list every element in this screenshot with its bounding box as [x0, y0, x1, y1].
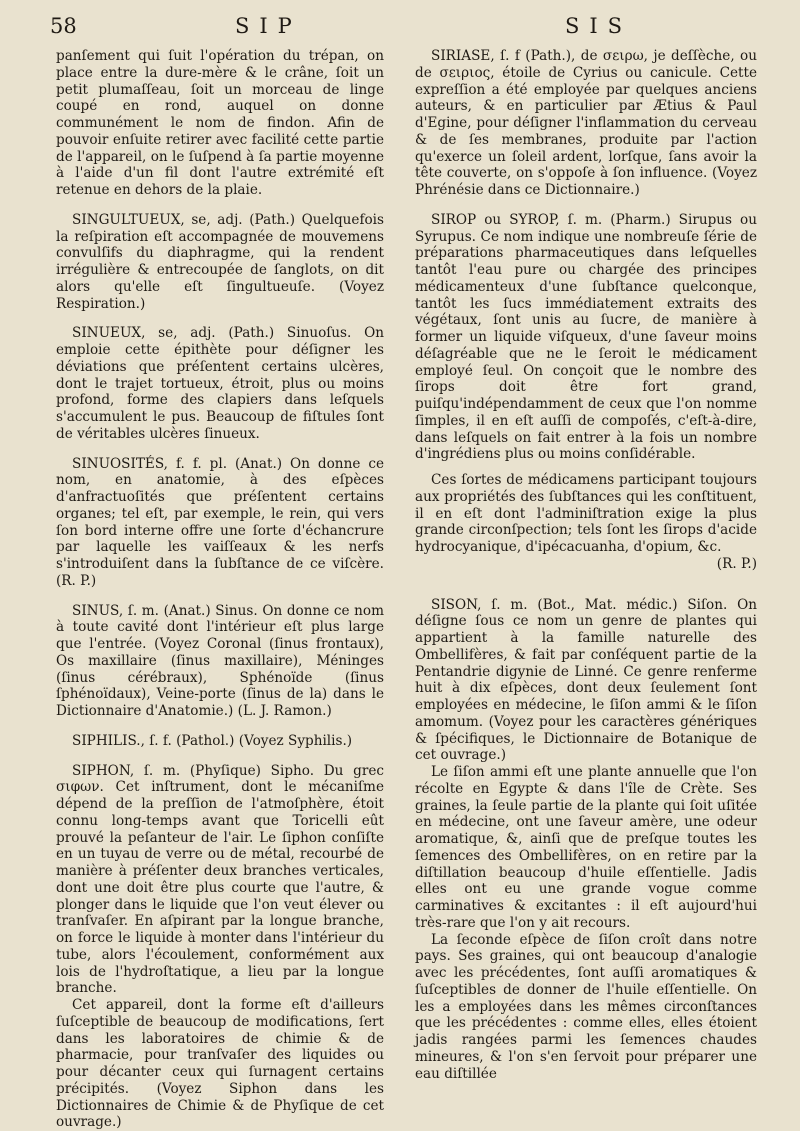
- page-header: [50, 14, 758, 42]
- entry-sison-paragraph-2: Le ſiſon ammi eſt une plante annuelle que l'on récolte en Egypte & dans l'île de Crète. Ses graines, la ſeule partie de la plante qui ſoit uſitée en médecine, ont une ſaveur amère, une odeur aromatique, &, ainſi que de preſque toutes les ſemences des Ombellifères, on en retire par la diſtillation beaucoup d'huile eſſentielle. Jadis elles ont eu une grande vogue comme carminatives & excitantes : il eſt aujourd'hui très-rare que l'on y ait recours.: [415, 764, 757, 931]
- entry-siphilis: SIPHILIS., ſ. f. (Pathol.) (Voyez Syphilis.): [72, 732, 353, 749]
- entry-siriase: SIRIASE, ſ. f (Path.), de σειρω, je deſſèche, ou de σειριος, étoile de Cyrius ou canicule. Cette expreſſion a été employée par quelques anciens auteurs, & en particulier par Ætius & Paul d'Egine, pour déſigner l'inflammation du cerveau & de ſes membranes, produite par l'action qu'exerce un ſoleil ardent, lorſque, ſans avoir la tête couverte, on s'oppoſe à ſon influence. (Voyez Phrénésie dans ce Dictionnaire.): [415, 48, 757, 198]
- entry-continuation: panſement qui ſuit l'opération du trépan, on place entre la dure-mère & le crâne, ſoit un petit plumaſſeau, ſoit un morceau de linge coupé en rond, auquel on donne communément le nom de findon. Afin de pouvoir enſuite retirer avec facilité cette partie de l'appareil, on le ſuſpend à ſa partie moyenne à l'aide d'un fil dont l'autre extrémité eſt retenue en dehors de la plaie.: [56, 48, 384, 198]
- running-head-right: SIS: [565, 14, 633, 38]
- entry-sison-paragraph-3: La ſeconde eſpèce de ſiſon croît dans notre pays. Ses graines, qui ont beaucoup d'analogie avec les précédentes, ſont auſſi aromatiques & ſuſceptibles de donner de l'huile eſſentielle. On les a employées dans les mêmes circonſtances que les précédentes : comme elles, elles étoient jadis rangées parmi les ſemences chaudes mineures, & l'on s'en ſervoit pour préparer une eau diſtillée: [415, 931, 757, 1082]
- entry-singultueux: SINGULTUEUX, se, adj. (Path.) Quelquefois la reſpiration eſt accompagnée de mouvemens convulſifs du diaphragme, qui la rendent irrégulière & entrecoupée de ſanglots, on dit alors qu'elle eſt ſingultueuſe. (Voyez Respiration.): [56, 211, 384, 312]
- page-number: 58: [50, 14, 77, 38]
- left-column: [56, 48, 384, 1131]
- entry-sison: SISON, ſ. m. (Bot., Mat. médic.) Siſon. On déſigne ſous ce nom un genre de plantes qui appartient à la famille naturelle des Ombellifères, & fait par conſéquent partie de la Pentandrie digynie de Linné. Ce genre renferme huit à dix eſpèces, dont deux ſeulement ſont employées en médecine, le ſiſon ammi & le ſiſon amomum. (Voyez pour les caractères génériques & ſpécifiques, le Dictionnaire de Botanique de cet ouvrage.): [415, 596, 757, 764]
- entry-sinus: SINUS, ſ. m. (Anat.) Sinus. On donne ce nom à toute cavité dont l'intérieur eſt plus large que l'entrée. (Voyez Coronal (ſinus frontaux), Os maxillaire (ſinus maxillaire), Méninges (ſinus cérébraux), Sphénoïde (ſinus ſphénoïdaux), Veine-porte (ſinus de la) dans le Dictionnaire d'Anatomie.) (L. J. Ramon.): [56, 602, 384, 719]
- entry-sirop: SIROP ou SYROP, ſ. m. (Pharm.) Sirupus ou Syrupus. Ce nom indique une nombreuſe ſérie de préparations pharmaceutiques dans leſquelles tantôt l'eau pure ou chargée des principes médicamenteux d'une ſubſtance quelconque, tantôt les ſucs immédiatement extraits des végétaux, ſont unis au ſucre, de manière à former un liquide viſqueux, d'une ſaveur moins déſagréable que ne le ſeroit le médicament employé ſeul. On conçoit que le nombre des ſirops doit être fort grand, puiſqu'indépendamment de ceux que l'on nomme ſimples, il en eſt auſſi de compoſés, c'eſt-à-dire, dans leſquels on fait entrer à la fois un nombre d'ingrédiens plus ou moins conſidérable.: [415, 211, 757, 463]
- right-column: [415, 48, 757, 1082]
- entry-siphon-paragraph-2: Cet appareil, dont la forme eſt d'ailleurs ſuſceptible de beaucoup de modifications, ſert dans les laboratoires de chimie & de pharmacie, pour tranſvaſer des liquides ou pour décanter ceux qui ſurnagent certains précipités. (Voyez Siphon dans les Dictionnaires de Chimie & de Phyſique de cet ouvrage.): [56, 997, 384, 1131]
- entry-siphon: SIPHON, ſ. m. (Phyſique) Sipho. Du grec σιφων. Cet inſtrument, dont le mécaniſme dépend de la preſſion de l'atmoſphère, étoit connu long-temps avant que Toricelli eût prouvé la peſanteur de l'air. Le ſiphon conſiſte en un tuyau de verre ou de métal, recourbé de manière à préſenter deux branches verticales, dont une doit être plus courte que l'autre, & plonger dans le liquide que l'on veut élever ou tranſvaſer. En aſpirant par la longue branche, on force le liquide à monter dans l'intérieur du tube, alors l'écoulement, conformément aux lois de l'hydroſtatique, a lieu par la longue branche.: [56, 762, 384, 997]
- entry-sinuosites: SINUOSITÉS, f. f. pl. (Anat.) On donne ce nom, en anatomie, à des eſpèces d'anfractuoſités que préſentent certains organes; tel eſt, par exemple, le rein, qui vers ſon bord interne offre une ſorte d'échancrure par laquelle les vaiſſeaux & les nerfs s'introduiſent dans la ſubſtance de ce viſcère. (R. P.): [56, 455, 384, 589]
- entry-sinueux: SINUEUX, se, adj. (Path.) Sinuoſus. On emploie cette épithète pour déſigner les déviations que préſentent certains ulcères, dont le trajet tortueux, étroit, plus ou moins profond, forme des clapiers dans leſquels s'accumulent le pus. Beaucoup de fiſtules ſont de véritables ulcères ſinueux.: [56, 325, 384, 442]
- entry-sirop-paragraph-2: Ces ſortes de médicamens participant toujours aux propriétés des ſubſtances qui les conſtituent, il en eſt dont l'adminiſtration exige la plus grande circonſpection; tels ſont les ſirops d'acide hydrocyanique, d'ipécacuanha, d'opium, &c.: [415, 472, 757, 555]
- author-signature: (R. P.): [716, 555, 757, 572]
- running-head-left: SIP: [235, 14, 302, 38]
